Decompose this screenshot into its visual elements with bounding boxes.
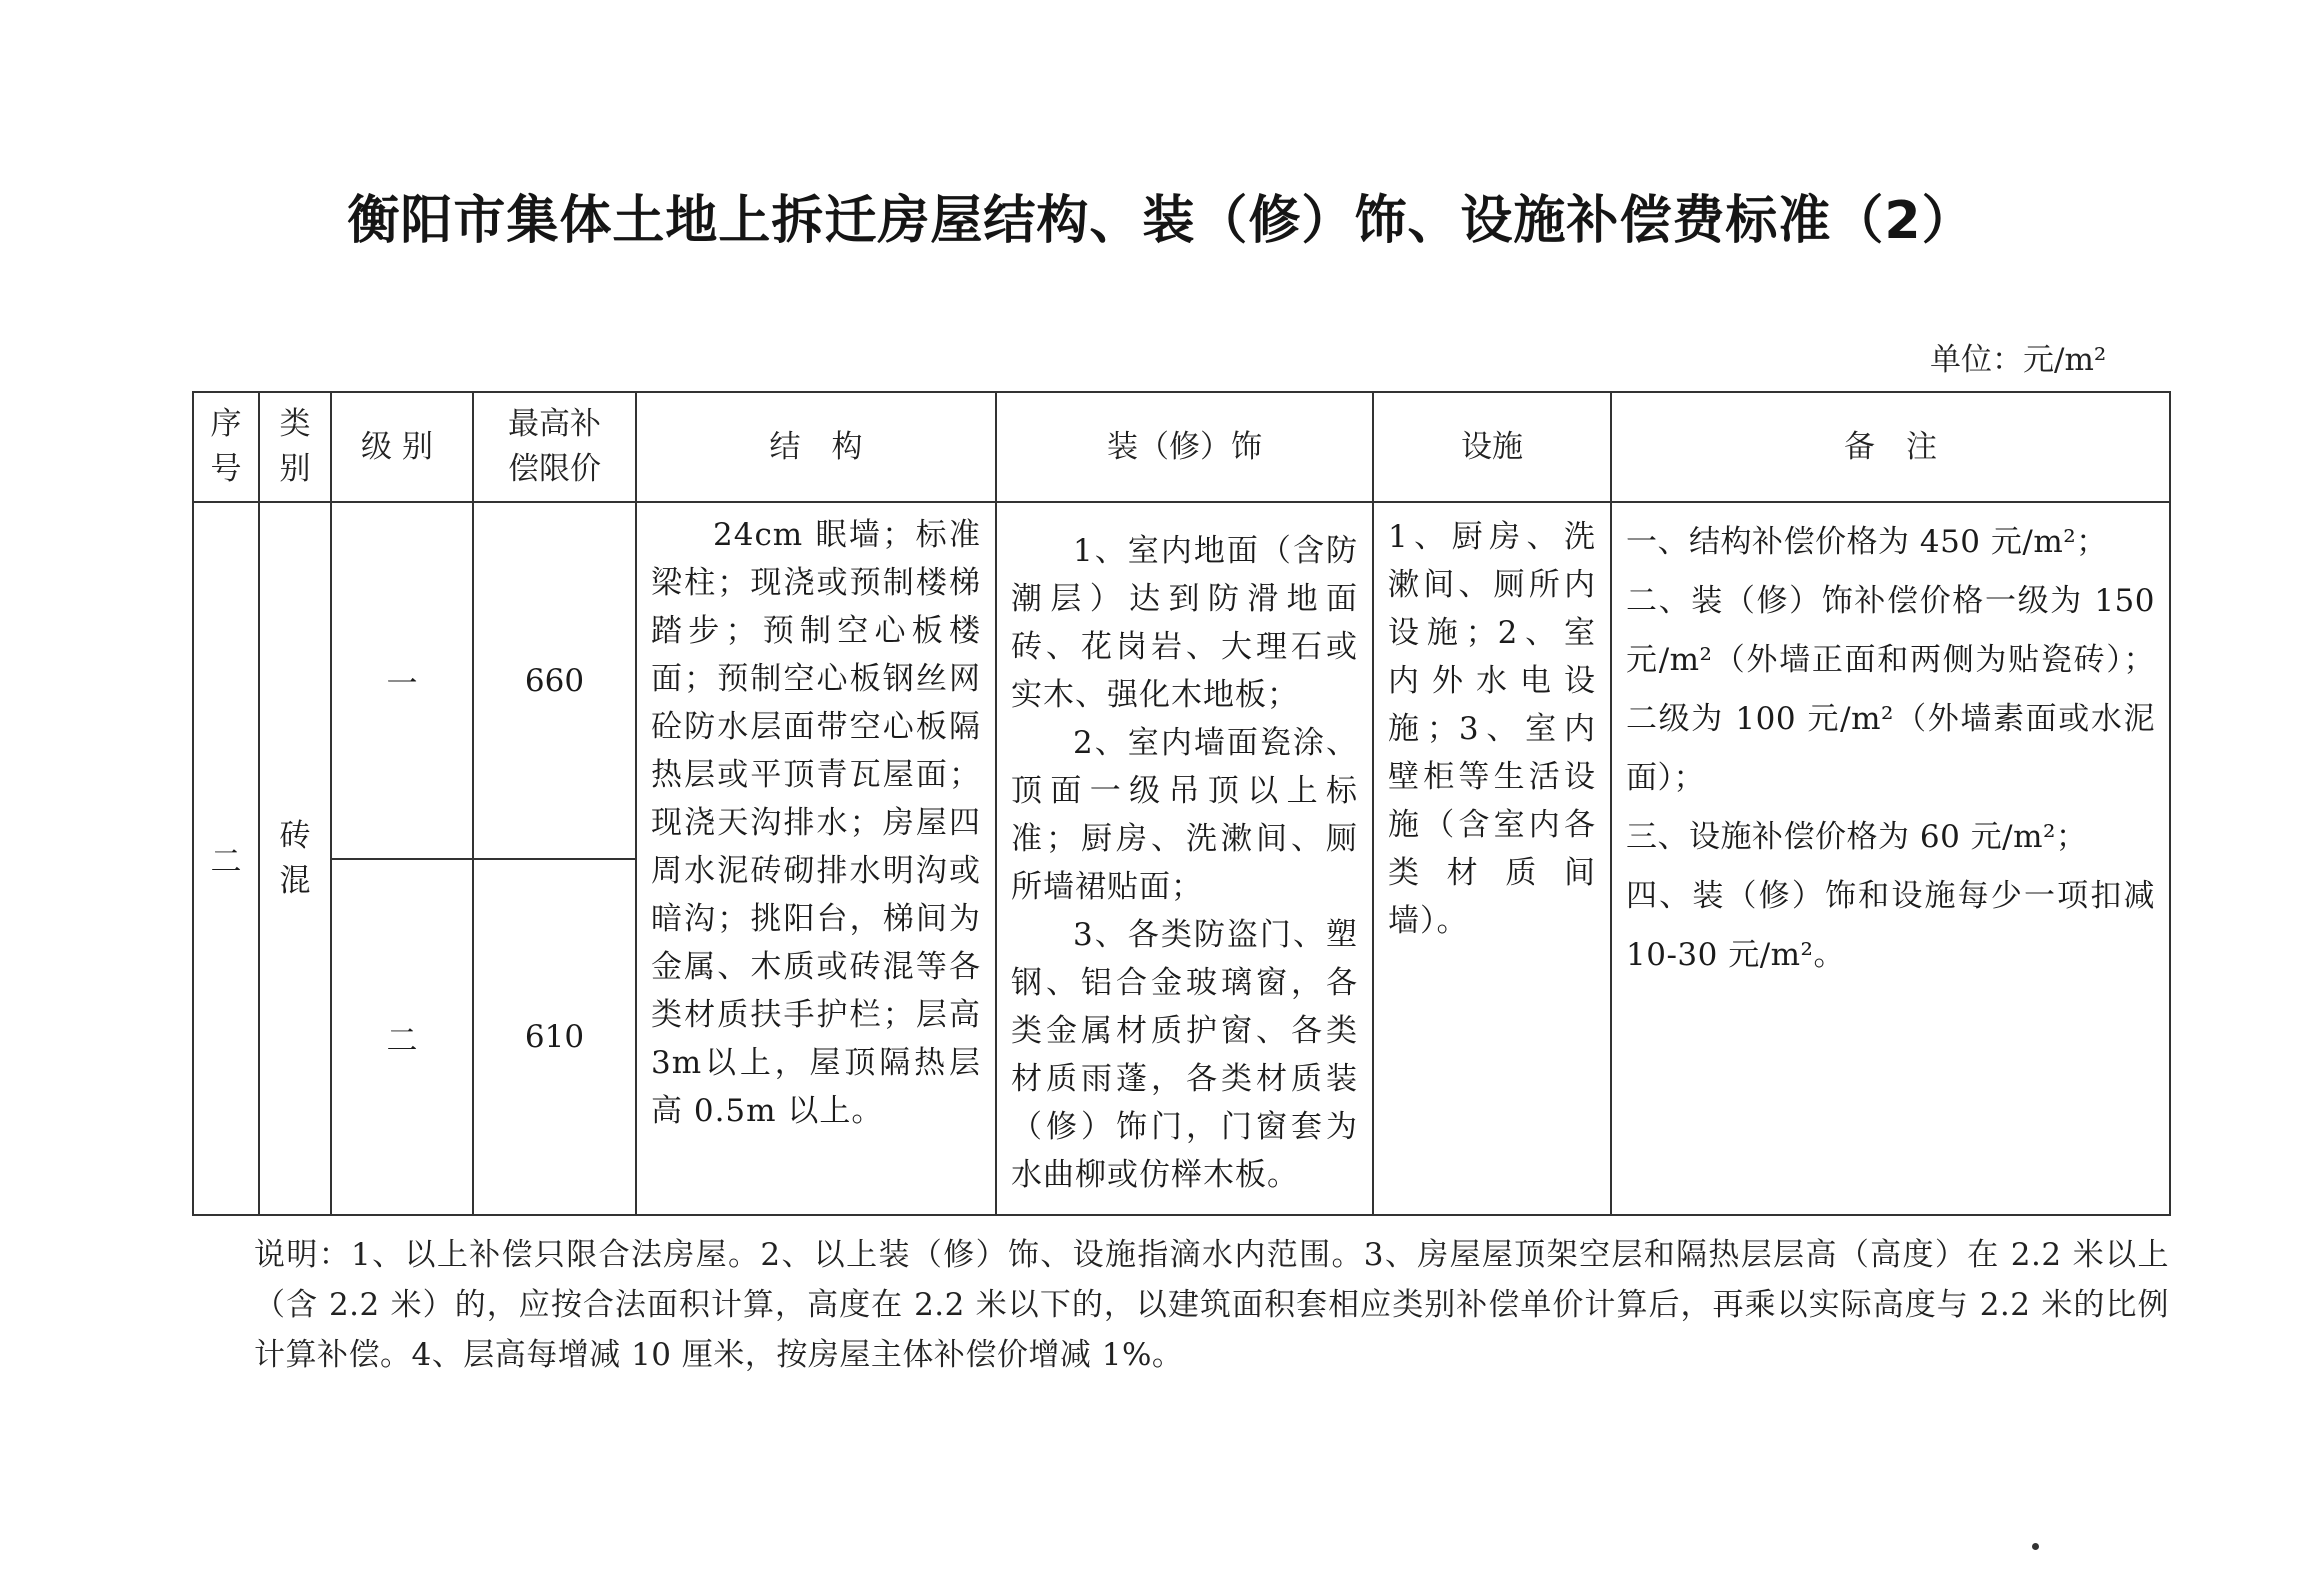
scan-dot	[2032, 1543, 2039, 1550]
cell-facilities: 1、厨房、洗漱间、厕所内设施；2、室内外水电设施；3、室内壁柜等生活设施（含室内各类材质间墙）。	[1373, 502, 1611, 1215]
cell-price-2: 610	[473, 859, 636, 1215]
cell-decoration	[996, 502, 1373, 1215]
decoration-item: 1、室内地面（含防潮层）达到防滑地面砖、花岗岩、大理石或实木、强化木地板；	[1011, 533, 1358, 713]
header-seq: 序号	[193, 392, 259, 502]
unit-label: 单位：元/m²	[1930, 342, 2107, 378]
note-item: 二、装（修）饰补偿价格一级为 150 元/m²（外墙正面和两侧为贴瓷砖）；二级为 100 元/m²（外墙素面或水泥面）；	[1626, 583, 2155, 796]
note-item: 三、设施补偿价格为 60 元/m²；	[1626, 819, 2088, 855]
decoration-item: 2、室内墙面瓷涂、顶面一级吊顶以上标准；厨房、洗漱间、厕所墙裙贴面；	[1011, 725, 1358, 905]
header-category: 类别	[259, 392, 331, 502]
cell-notes	[1611, 502, 2170, 1215]
cell-structure: 24cm 眠墙；标准梁柱；现浇或预制楼梯踏步；预制空心板楼面；预制空心板钢丝网砼防水层面带空心板隔热层或平顶青瓦屋面；现浇天沟排水；房屋四周水泥砖砌排水明沟或暗沟；挑阳台，梯间为金属、木质或砖混等各类材质扶手护栏；层高3m以上，屋顶隔热层高 0.5m 以上。	[636, 502, 996, 1215]
cell-category: 砖混	[259, 502, 331, 1215]
cell-grade-2: 二	[331, 859, 473, 1215]
cell-seq: 二	[193, 502, 259, 1215]
cell-grade-1: 一	[331, 502, 473, 859]
header-row	[193, 392, 2170, 502]
decoration-item: 3、各类防盗门、塑钢、铝合金玻璃窗，各类金属材质护窗、各类材质雨蓬，各类材质装（修）饰门，门窗套为水曲柳或仿榉木板。	[1011, 917, 1358, 1193]
document-title: 衡阳市集体土地上拆迁房屋结构、装（修）饰、设施补偿费标准（2）	[347, 191, 1975, 251]
header-notes: 备 注	[1611, 392, 2170, 502]
header-grade: 级别	[331, 392, 473, 502]
explanation-note: 说明：1、以上补偿只限合法房屋。2、以上装（修）饰、设施指滴水内范围。3、房屋屋顶架空层和隔热层层高（高度）在 2.2 米以上（含 2.2 米）的，应按合法面积计算，高度在 2.2 米以下的，以建筑面积套相应类别补偿单价计算后，再乘以实际高度与 2.2 米的比例计算补偿。4、层高每增减 10 厘米，按房屋主体补偿价增减 1%。	[254, 1237, 2169, 1373]
header-structure: 结 构	[636, 392, 996, 502]
compensation-table	[192, 391, 2171, 1216]
header-max-price: 最高补偿限价	[473, 392, 636, 502]
table-row	[193, 502, 2170, 859]
note-item: 一、结构补偿价格为 450 元/m²；	[1626, 524, 2108, 560]
cell-price-1: 660	[473, 502, 636, 859]
header-decoration: 装（修）饰	[996, 392, 1373, 502]
note-item: 四、装（修）饰和设施每少一项扣减 10-30 元/m²。	[1626, 878, 2155, 973]
header-facilities: 设施	[1373, 392, 1611, 502]
